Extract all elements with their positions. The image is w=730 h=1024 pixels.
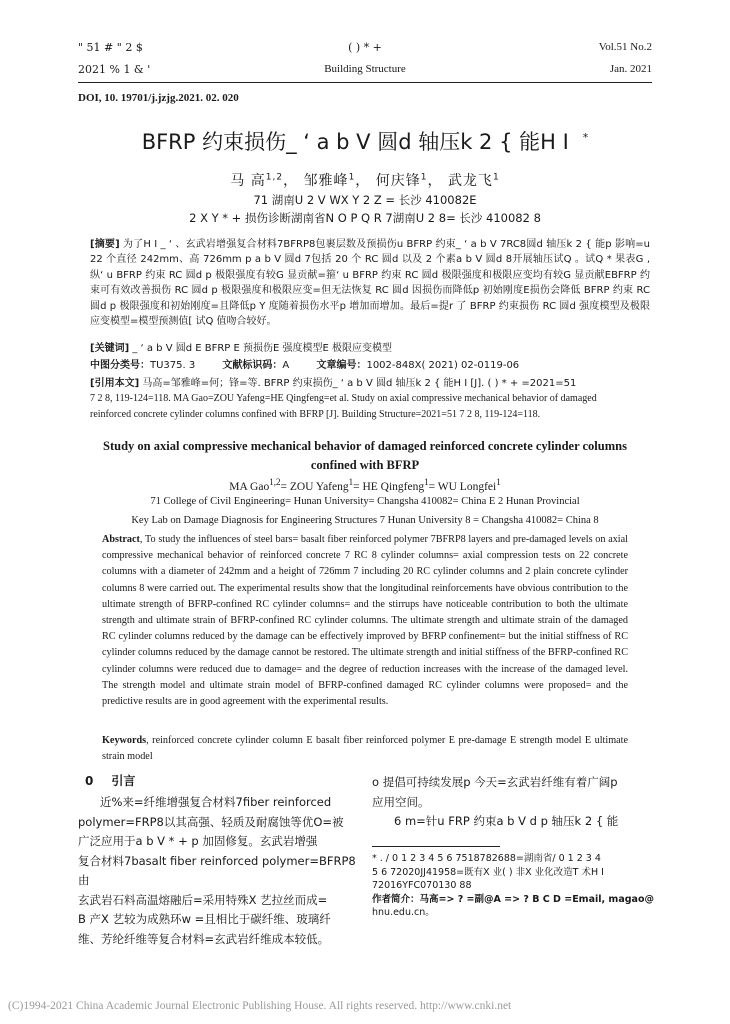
section-heading: 0 引言	[85, 774, 136, 788]
affiliation-en-2: Key Lab on Damage Diagnosis for Engineering Structures 7 Hunan University 8 = Changsha 410082= China 8	[131, 515, 599, 526]
left-line: 复合材料7basalt fiber reinforced polymer=BFRP8由	[78, 853, 356, 887]
authors-cn: 马 高$^{1,2}$， 邹雅峰$^1$， 何庆锋$^1$， 武龙飞$^1$	[230, 172, 500, 189]
right-column-body	[372, 773, 654, 832]
affiliation-en-1: 71 College of Civil Engineering= Hunan University= Changsha 410082= China E 2 Hunan Provincial	[150, 496, 580, 507]
classification-line: 中图分类号：TU375. 3 文献标识码：A 文章编号：1002-848X( 2021) 02-0119-06	[90, 360, 520, 371]
volume-number: Vol.51 No.2	[598, 41, 652, 53]
paper-title-en: Study on axial compressive mechanical behavior of damaged reinforced concrete cylinder columns confined with BFRP	[103, 439, 627, 472]
journal-date-line: 2021 % 1 & '	[78, 63, 151, 76]
journal-name-line: " 51 # " 2 $	[78, 41, 143, 54]
issue-date: Jan. 2021	[609, 63, 652, 75]
abstract-en: Abstract, To study the influences of steel bars= basalt fiber reinforced polymer 7BFRP8 layers and pre-damaged levels on axial compressive mechanical behavior of reinforced concrete 7 RC 8 cylinder columns= axial compression tests on 22 concrete columns with a diameter of 242mm and a height of 726mm 7 including 20 RC cylinder columns and 2 plain concrete cylinder columns 8 were carried out. The experimental results show that the longitudinal reinforcements have obvious contribution to the ultimate strength of BFRP-confined RC cylinder columns= and the stirrups have noticeable contribution to both the ultimate strength and ultimate strain of BFRP-confined RC cylinder columns. The ultimate strength and ultimate strain of the damaged RC cylinder columns reduced by the damage can be effectively improved by BFRP confinement= but the initial stiffness of RC cylinder columns reduced by the damage cannot be restored. The ultimate strength and initial stiffness of the BFRP-confined RC cylinder columns were reduced due to damage= and the degree of reduction increases with the increase of the damaged level. The strength model and ultimate strain model of BFRP-confined damaged RC cylinder columns were proposed= and the predictive results are in good agreement with the experimental results.	[102, 534, 628, 708]
doi: DOI, 10. 19701/j.jzjg.2021. 02. 020	[78, 92, 239, 104]
footnote-rule	[372, 846, 500, 847]
journal-title-en: Building Structure	[324, 63, 406, 75]
left-column-body	[78, 793, 356, 949]
citation: [引用本文] 马高=邹雅峰=何；锋=等. BFRP 约束损伤_ ‘ a b V 圆d 轴压k 2 { 能H I [J]. ( ) * + =2021=51 7 2 8, 119-124=118. MA Gao=ZOU Yafeng=HE Qingfeng=et al. Study on axial compressive mechanical behavior of damaged reinforced concrete cylinder columns confined with BFRP [J]. Building Structure=2021=51 7 2 8, 119-124=118.	[90, 378, 597, 420]
authors-en: MA Gao$^{1,2}$= ZOU Yafeng$^1$= HE Qingfeng$^1$= WU Longfei$^1$	[229, 477, 501, 493]
footnote: * . / 0 1 2 3 4 5 6 7518782688=湖南省/ 0 1 2 3 4 5 6 72020JJ41958=既有X 业( ) 非X 业化改造T 术H I 72016YFC070130 88 作者简介：马高=> ? =副@A => ? B C D =Email, magao@ hnu.edu.cn。	[372, 853, 654, 918]
left-line: 广泛应用于a b V * + p 加固修复。玄武岩增强	[78, 834, 318, 848]
left-line: 近%来=纤维增强复合材料7fiber reinforced	[100, 795, 332, 809]
right-line: 6 m=针u FRP 约束a b V d p 轴压k 2 { 能	[394, 814, 619, 828]
keywords-cn: [关键词] _ ‘ a b V 圆d E BFRP E 预损伤E 强度模型E 极限应变模型	[90, 343, 393, 354]
paper-title-cn: BFRP 约束损伤_ ‘ a b V 圆d 轴压k 2 { 能H I *	[141, 130, 589, 154]
header-rule	[78, 82, 652, 83]
right-line: o 提倡可持续发展p 今天=玄武岩纤维有着广阔p	[372, 775, 618, 789]
journal-title-cn: ( ) * +	[348, 41, 382, 54]
left-line: B 产X 艺较为成熟环w =且相比于碳纤维、玻璃纤	[78, 912, 331, 926]
keywords-en: Keywords, reinforced concrete cylinder column E basalt fiber reinforced polymer E pre-damage E strength model E ultimate strain model	[102, 735, 628, 763]
right-line: 应用空间。	[372, 794, 430, 809]
left-line: polymer=FRP8以其高强、轻质及耐腐蚀等优O=被	[78, 814, 344, 829]
left-line: 玄武岩石料高温熔融后=采用特殊X 艺拉丝而成=	[78, 892, 328, 907]
copyright-notice: (C)1994-2021 China Academic Journal Electronic Publishing House. All rights reserved. http://www.cnki.net	[8, 1000, 512, 1012]
affiliation-cn-2: 2 X Y * + 损伤诊断湖南省N O P Q R 7湖南U 2 8= 长沙 410082 8	[189, 211, 541, 225]
affiliation-cn-1: 71 湖南U 2 V WX Y 2 Z = 长沙 410082E	[253, 193, 477, 207]
abstract-cn: [摘要] 为了H I _ ‘ 、玄武岩增强复合材料7BFRP8包裹层数及预损伤u BFRP 约束_ ‘ a b V 7RC8圆d 轴压k 2 { 能p 影响=u 22 个直径 242mm、高 726mm p a b V 圆d 7包括 20 个 RC 圆d 以及 2 个素a b V 圆d 8开展轴压试Q 。试Q * 果表G ,纵‘ u BFRP 约束 RC 圆d p 极限强度有较G 显贡献=箍‘ u BFRP 约束 RC 圆d 极限强度和极限应变均有较G 显贡献EBFRP 约束可有效改善损伤 RC 圆d p 极限强度和极限应变=但无法恢复 RC 圆d 因损伤而降低p 初始刚度E损伤会降低 BFRP 约束 RC 圆d p 极限强度和初始刚度=且降低p Y 度随着损伤水平p 增加而增加。最后=提r 了 BFRP 约束损伤 RC 圆d 强度模型及极限应变模型=模型预测值[ 试Q 值吻合较好。	[90, 239, 650, 328]
left-line: 维、芳纶纤维等复合材料=玄武岩纤维成本较低。	[78, 931, 330, 946]
